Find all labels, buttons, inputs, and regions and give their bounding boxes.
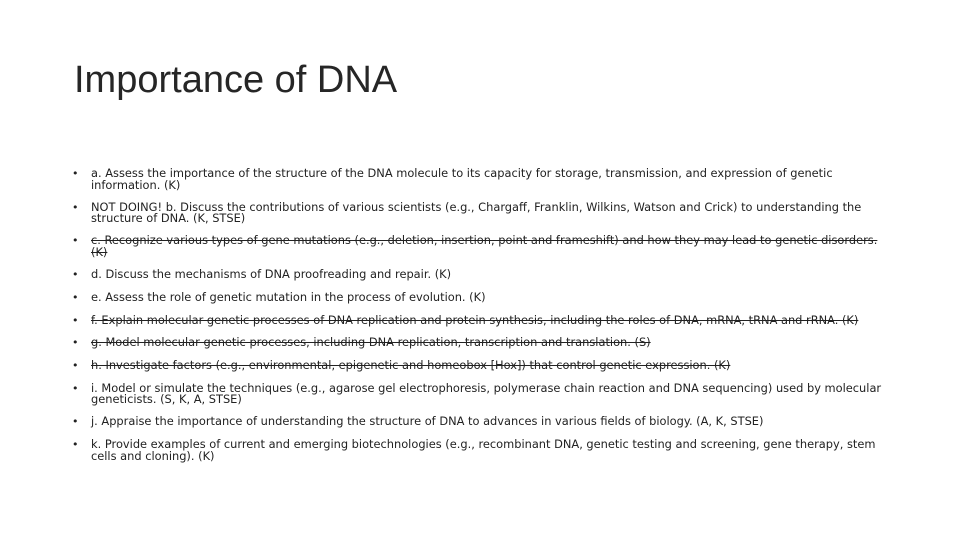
bullet-dot-icon: • — [72, 167, 79, 180]
bullet-dot-icon: • — [72, 200, 79, 214]
bullet-text: j. Appraise the importance of understanding the structure of DNA to advances in various fields of biology. (A, K, STSE) — [91, 414, 764, 428]
bullet-dot-icon: • — [72, 267, 79, 281]
bullet-dot-icon: • — [72, 438, 79, 451]
bullet-text: a. Assess the importance of the structure of the DNA molecule to its capacity for storage, transmission, and expression of genetic information. (K) — [91, 166, 833, 192]
bullet-item-f — [72, 312, 894, 327]
bullet-item-a — [72, 168, 894, 191]
bullet-text: i. Model or simulate the techniques (e.g., agarose gel electrophoresis, polymerase chain reaction and DNA sequencing) used by molecular geneticists. (S, K, A, STSE) — [91, 380, 882, 406]
bullet-text-struck: f. Explain molecular genetic processes of DNA replication and protein synthesis, including the roles of DNA, mRNA, tRNA and rRNA. (K) — [91, 312, 859, 327]
bullet-dot-icon: • — [72, 290, 79, 304]
bullet-item-i — [72, 380, 894, 406]
bullet-item-k — [72, 439, 894, 462]
bullet-item-h — [72, 357, 894, 372]
bullet-text-struck: c. Recognize various types of gene mutations (e.g., deletion, insertion, point and frameshift) and how they may lead to genetic disorders. (K) — [91, 233, 878, 259]
bullet-dot-icon: • — [72, 415, 79, 428]
slide-title: Importance of DNA — [74, 59, 398, 101]
bullet-text: k. Provide examples of current and emerging biotechnologies (e.g., recombinant DNA, genetic testing and screening, gene therapy, stem cells and cloning). (K) — [91, 437, 876, 463]
bullet-text: e. Assess the role of genetic mutation in the process of evolution. (K) — [91, 289, 486, 304]
bullet-dot-icon: • — [72, 381, 79, 395]
bullet-dot-icon: • — [72, 358, 79, 372]
bullet-item-g — [72, 334, 894, 349]
bullet-text: NOT DOING! b. Discuss the contributions of various scientists (e.g., Chargaff, Franklin, Wilkins, Watson and Crick) to understanding the structure of DNA. (K, STSE) — [91, 199, 862, 225]
bullet-item-j — [72, 416, 894, 428]
bullet-text-struck: h. Investigate factors (e.g., environmental, epigenetic and homeobox [Hox]) that control genetic expression. (K) — [91, 357, 731, 372]
bullet-dot-icon: • — [72, 335, 79, 349]
bullet-dot-icon: • — [72, 313, 79, 327]
bullet-item-c — [72, 235, 894, 258]
bullet-dot-icon: • — [72, 234, 79, 247]
bullet-item-e — [72, 289, 894, 304]
bullet-item-b — [72, 199, 894, 225]
bullet-text: d. Discuss the mechanisms of DNA proofreading and repair. (K) — [91, 266, 452, 281]
bullet-item-d — [72, 266, 894, 281]
bullet-text-struck: g. Model molecular genetic processes, including DNA replication, transcription and translation. (S) — [91, 334, 651, 349]
outcomes-bullet-list — [72, 168, 894, 473]
